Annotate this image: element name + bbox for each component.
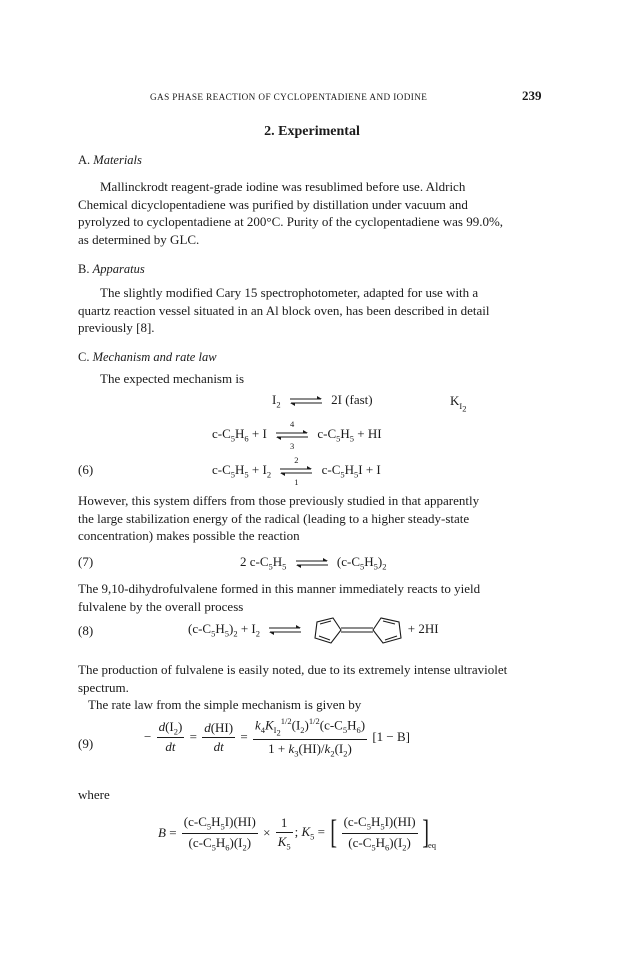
subsection-materials-heading: A. Materials xyxy=(78,153,142,167)
subsection-mechanism-heading: C. Mechanism and rate law xyxy=(78,350,217,364)
equation-number-9: (9) xyxy=(78,736,94,751)
equilibrium-arrow-icon: 2 1 xyxy=(278,464,314,478)
equation-number-6: (6) xyxy=(78,462,94,477)
rate-law-equation: − $\frac{d(I_2)}{dt}$ = $\frac{d(HI)}{dt}$ = $\frac{k_4K_{I_2}^{1/2}(I_2)^{1/2}(c-C_5H_6)}{1 + k_3(HI)/k_2(I_2)}$ [1 − B] xyxy=(144,715,411,759)
equilibrium-arrow-icon xyxy=(288,394,324,408)
fulvalene-structure-icon xyxy=(311,615,405,645)
materials-paragraph: Mallinckrodt reagent-grade iodine was resublimed before use. Aldrich Chemical dicyclopentadiene was purified by distillation under vacuum and pyrolyzed to cyclopentadiene at 200°C. Purity of the cyclopentadiene was 99.0%, as determined by GLC. xyxy=(78,179,504,247)
b-definition-equation: B = $\frac{(c-C_5H_5I)(HI)}{(c-C_5H_6)(I_2)}$ × $\frac{1}{K_5}$ ; $K_5$ = [ $\frac{(c-C_5H_5I)(HI)}{(c-C_5H_6)(I_2)}$ ] $_{eq}$ xyxy=(158,813,436,853)
reaction-iodine-dissociation: $I_2$ 2I (fast) xyxy=(272,392,373,410)
however-paragraph: However, this system differs from those previously studied in that apparently the large stabilization energy of the radical (leading to a higher steady-state concentration) makes possible the reaction xyxy=(78,493,480,543)
equilibrium-arrow-icon xyxy=(267,623,303,637)
apparatus-paragraph: The slightly modified Cary 15 spectrophotometer, adapted for use with a quartz reaction vessel situated in an Al block oven, has been described in detail previously [8]. xyxy=(78,285,490,335)
equilibrium-constant-label: $K_{I_2}$ xyxy=(450,393,467,414)
reaction-iodination: $c-C_5H_5 + I_2$ 2 1 $c-C_5H_5I + I$ xyxy=(212,455,381,488)
subsection-apparatus-heading: B. Apparatus xyxy=(78,262,145,276)
reaction-fulvalene-formation: $(c-C_5H_5)_2 + I_2$ + 2HI xyxy=(188,614,439,644)
mechanism-intro: The expected mechanism is xyxy=(100,371,245,386)
reaction-dimerization: 2 $c-C_5H_5$ $(c-C_5H_5)_2$ xyxy=(240,554,387,572)
fulvalene-paragraph: The production of fulvalene is easily noted, due to its extremely intense ultraviolet spectrum. The rate law from the simple mechanism is given by xyxy=(78,662,508,712)
section-title: 2. Experimental xyxy=(264,124,360,139)
equilibrium-arrow-icon: 4 3 xyxy=(274,428,310,442)
equilibrium-arrow-icon xyxy=(294,556,330,570)
running-header: GAS PHASE REACTION OF CYCLOPENTADIENE AND IODINE xyxy=(150,92,428,102)
equation-number-8: (8) xyxy=(78,623,94,638)
dihydrofulvalene-paragraph: The 9,10-dihydrofulvalene formed in this manner immediately reacts to yield fulvalene by the overall process xyxy=(78,581,481,614)
equation-number-7: (7) xyxy=(78,554,94,569)
page-number: 239 xyxy=(522,88,542,103)
reaction-abstraction: $c-C_5H_6 + I$ 4 3 $c-C_5H_5$ + HI xyxy=(212,419,382,452)
where-label: where xyxy=(78,787,110,802)
